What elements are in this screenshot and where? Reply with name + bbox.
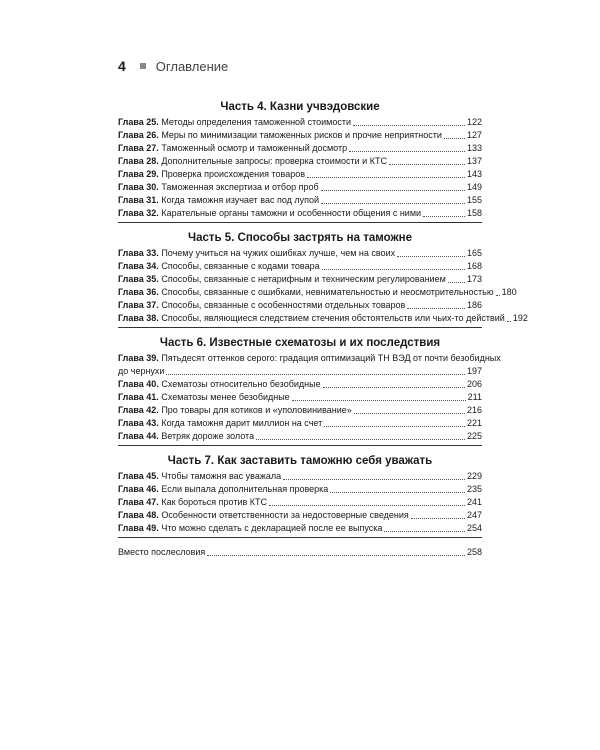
page-ref: 127 <box>466 130 482 140</box>
dot-leader <box>307 177 465 178</box>
page-ref: 216 <box>466 405 482 415</box>
dot-leader <box>407 308 465 309</box>
chapter-title: Схематозы менее безобидные <box>161 392 290 402</box>
chapter-title: Когда таможня дарит миллион на счет <box>161 418 323 428</box>
dot-leader <box>397 256 465 257</box>
page-ref: 155 <box>466 195 482 205</box>
dot-leader <box>283 479 465 480</box>
page-ref: 133 <box>466 143 482 153</box>
chapter-number: Глава 48. <box>118 510 159 520</box>
toc-entry[interactable] <box>118 155 482 168</box>
chapter-title: Особенности ответственности за недостоверные сведения <box>161 510 409 520</box>
chapter-number: Глава 35. <box>118 274 159 284</box>
part-chapter-list <box>118 352 501 446</box>
toc-entry-afterword[interactable] <box>118 546 482 559</box>
toc-entry[interactable] <box>118 417 482 430</box>
chapter-number: Глава 47. <box>118 497 159 507</box>
dot-leader <box>349 151 465 152</box>
toc-entry[interactable] <box>118 404 482 417</box>
chapter-title: Таможенный осмотр и таможенный досмотр <box>161 143 348 153</box>
chapter-number: Глава 40. <box>118 379 159 389</box>
dot-leader <box>330 492 465 493</box>
page-ref: 137 <box>466 156 482 166</box>
chapter-number: Глава 33. <box>118 248 159 258</box>
toc-entry[interactable] <box>118 207 482 220</box>
toc-entry[interactable] <box>118 181 482 194</box>
chapter-number: Глава 25. <box>118 117 159 127</box>
dot-leader <box>292 400 466 401</box>
page-ref: 186 <box>466 300 482 310</box>
toc-entry[interactable] <box>118 483 482 496</box>
dot-leader <box>389 164 465 165</box>
chapter-title-cont: до чернухи <box>118 366 165 376</box>
page-ref: 247 <box>466 510 482 520</box>
dot-leader <box>384 531 465 532</box>
page-ref: 221 <box>466 418 482 428</box>
page-ref: 168 <box>466 261 482 271</box>
chapter-title: Дополнительные запросы: проверка стоимости и КТС <box>161 156 387 166</box>
chapter-title: Почему учиться на чужих ошибках лучше, чем на своих <box>161 248 396 258</box>
chapter-number: Глава 43. <box>118 418 159 428</box>
chapter-title: Когда таможня изучает вас под лупой <box>161 195 320 205</box>
toc-entry[interactable] <box>118 260 482 273</box>
chapter-title: Способы, связанные с кодами товара <box>161 261 320 271</box>
chapter-title: Если выпала дополнительная проверка <box>161 484 329 494</box>
part-title: Часть 4. Казни учвэдовские <box>220 101 380 113</box>
page-ref: 143 <box>466 169 482 179</box>
chapter-title: Ветряк дороже золота <box>161 431 255 441</box>
toc-entry[interactable] <box>118 116 482 129</box>
page-ref: 225 <box>466 431 482 441</box>
toc-entry[interactable] <box>118 470 482 483</box>
page-ref: 235 <box>466 484 482 494</box>
chapter-title: Методы определения таможенной стоимости <box>161 117 351 127</box>
chapter-title: Что можно сделать с декларацией после ее выпуска <box>161 523 383 533</box>
toc-entry[interactable] <box>118 286 517 299</box>
page-ref: 229 <box>466 471 482 481</box>
page-ref: 258 <box>466 547 482 557</box>
part-chapter-list <box>118 247 528 328</box>
page-ref: 149 <box>466 182 482 192</box>
chapter-number: Глава 45. <box>118 471 159 481</box>
toc-entry[interactable] <box>118 391 482 404</box>
part-chapter-list <box>118 470 482 538</box>
chapter-number: Глава 32. <box>118 208 159 218</box>
afterword-title: Вместо послесловия <box>118 547 206 557</box>
chapter-number: Глава 31. <box>118 195 159 205</box>
chapter-title: Чтобы таможня вас уважала <box>161 471 282 481</box>
toc-entry[interactable] <box>118 273 482 286</box>
chapter-title: Карательные органы таможни и особенности общения с ними <box>161 208 422 218</box>
page-ref: 165 <box>466 248 482 258</box>
chapter-number: Глава 44. <box>118 431 159 441</box>
chapter-number: Глава 46. <box>118 484 159 494</box>
chapter-number: Глава 41. <box>118 392 159 402</box>
dot-leader <box>423 216 465 217</box>
part-title: Часть 6. Известные схематозы и их последствия <box>159 337 441 349</box>
page-ref: 211 <box>467 392 482 402</box>
toc-entry[interactable] <box>118 522 482 535</box>
dot-leader <box>322 269 465 270</box>
page-ref: 192 <box>512 313 528 323</box>
page-ref: 158 <box>466 208 482 218</box>
toc-entry[interactable] <box>118 509 482 522</box>
dot-leader <box>507 321 511 322</box>
chapter-title: Проверка происхождения товаров <box>161 169 306 179</box>
toc-entry[interactable] <box>118 430 482 443</box>
dot-leader <box>353 125 465 126</box>
dot-leader <box>323 387 465 388</box>
chapter-title: Про товары для котиков и «уполовинивание» <box>161 405 352 415</box>
chapter-number: Глава 34. <box>118 261 159 271</box>
dot-leader <box>496 295 500 296</box>
dot-leader <box>166 374 465 375</box>
page-ref: 197 <box>466 366 482 376</box>
toc-entry[interactable] <box>118 247 482 260</box>
toc-entry[interactable] <box>118 352 501 378</box>
chapter-number: Глава 27. <box>118 143 159 153</box>
chapter-title: Способы, связанные с ошибками, невнимательностью и неосмотрительностью <box>161 287 494 297</box>
chapter-number: Глава 26. <box>118 130 159 140</box>
chapter-number: Глава 28. <box>118 156 159 166</box>
dot-leader <box>321 190 465 191</box>
chapter-number: Глава 38. <box>118 313 159 323</box>
part-title: Часть 5. Способы застрять на таможне <box>188 232 412 244</box>
toc-entry[interactable] <box>118 129 482 142</box>
chapter-title: Способы, являющиеся следствием стечения обстоятельств или чьих-то действий <box>161 313 505 323</box>
part-chapter-list <box>118 116 482 223</box>
toc-entry[interactable] <box>118 168 482 181</box>
page-ref: 180 <box>501 287 517 297</box>
chapter-number: Глава 29. <box>118 169 159 179</box>
page-ref: 173 <box>466 274 482 284</box>
part-title: Часть 7. Как заставить таможню себя уважать <box>167 455 433 467</box>
toc-entry[interactable] <box>118 299 482 312</box>
chapter-title: Способы, связанные с нетарифным и техническим регулированием <box>161 274 446 284</box>
dot-leader <box>444 138 465 139</box>
dot-leader <box>207 555 465 556</box>
page-number: 4 <box>118 58 126 74</box>
chapter-number: Глава 36. <box>118 287 159 297</box>
page-ref: 122 <box>466 117 482 127</box>
chapter-number: Глава 49. <box>118 523 159 533</box>
separator-square-icon <box>140 63 146 69</box>
dot-leader <box>256 439 465 440</box>
chapter-number: Глава 39. <box>118 353 159 363</box>
toc-entry[interactable] <box>118 496 482 509</box>
chapter-number: Глава 30. <box>118 182 159 192</box>
page-ref: 206 <box>466 379 482 389</box>
toc-entry[interactable] <box>118 312 528 325</box>
toc-entry[interactable] <box>118 142 482 155</box>
chapter-title: Способы, связанные с особенностями отдельных товаров <box>161 300 406 310</box>
header-title: Оглавление <box>155 58 229 74</box>
chapter-title: Как бороться против КТС <box>161 497 268 507</box>
page-header <box>118 58 228 74</box>
dot-leader <box>324 426 465 427</box>
toc-entry[interactable] <box>118 194 482 207</box>
dot-leader <box>354 413 465 414</box>
dot-leader <box>411 518 465 519</box>
chapter-title: Меры по минимизации таможенных рисков и прочие неприятности <box>161 130 442 140</box>
page-ref: 241 <box>466 497 482 507</box>
dot-leader <box>269 505 465 506</box>
chapter-title: Пятьдесят оттенков серого: градация оптимизаций ТН ВЭД от почти безобидных <box>161 353 501 363</box>
chapter-title: Таможенная экспертиза и отбор проб <box>161 182 319 192</box>
chapter-number: Глава 42. <box>118 405 159 415</box>
toc-entry[interactable] <box>118 378 482 391</box>
chapter-number: Глава 37. <box>118 300 159 310</box>
chapter-title: Схематозы относительно безобидные <box>161 379 321 389</box>
table-of-contents <box>118 100 528 559</box>
page-ref: 254 <box>466 523 482 533</box>
dot-leader <box>448 282 465 283</box>
dot-leader <box>321 203 465 204</box>
